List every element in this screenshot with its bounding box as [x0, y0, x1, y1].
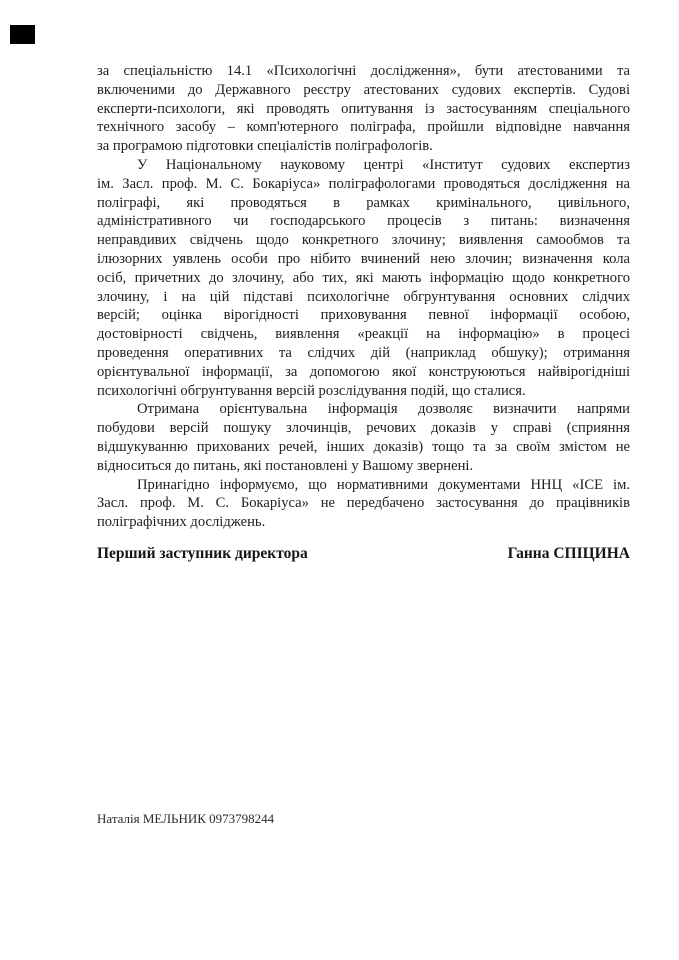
body-text-line: поліграфі, які проводяться в рамках кримінального, цивільного,: [97, 194, 630, 211]
scan-artifact-mark: [10, 25, 35, 44]
body-text-line: експерти-психологи, які проводять опитування із застосуванням спеціального: [97, 100, 630, 117]
body-text-line: достовірності свідчень, виявлення «реакції на інформацію» в процесі: [97, 326, 630, 343]
body-text-line: Отримана орієнтувальна інформація дозволяє визначити напрями: [137, 401, 630, 418]
body-text-line: версій; оцінка вірогідності приховування певної інформації особою,: [97, 307, 630, 324]
signer-position: Перший заступник директора: [97, 545, 308, 562]
body-text-line: технічного засобу – комп'ютерного поліграфа, пройшли відповідне навчання: [97, 119, 630, 136]
executor-contact: Наталія МЕЛЬНИК 0973798244: [97, 811, 275, 826]
body-text-line: побудови версій пошуку злочинців, речових доказів у справі (сприяння: [97, 420, 630, 437]
body-text-line: ілюзорних уявлень особи про нібито вчинений нею злочин; визначення кола: [97, 250, 630, 267]
body-text-line: неправдивих свідчень щодо конкретного злочину; виявлення самообмов та: [97, 232, 630, 249]
signer-name: Ганна СПІЦИНА: [507, 545, 630, 562]
body-text-line: за спеціальністю 14.1 «Психологічні дослідження», бути атестованими та: [97, 63, 630, 79]
body-text-line: відшукуванню прихованих речей, інших доказів) тощо та за своїм змістом не: [97, 438, 630, 455]
body-text-line: відноситься до питань, які постановлені у Вашому звернені.: [97, 457, 474, 474]
body-text-line: ім. Засл. проф. М. С. Бокаріуса» поліграфологами проводяться дослідження на: [97, 175, 630, 192]
letter-body: [97, 62, 630, 532]
signature-block: [97, 545, 630, 563]
body-text-line: включеними до Державного реєстру атестованих судових експертів. Судові: [97, 81, 630, 98]
body-text-line: У Національному науковому центрі «Інститут судових експертиз: [137, 156, 630, 173]
body-text-line: психологічні обгрунтування версій розслідування подій, що сталися.: [97, 382, 526, 399]
body-text-line: Принагідно інформуємо, що нормативними документами ННЦ «ІСЕ ім.: [137, 476, 630, 493]
body-text-line: осіб, причетних до злочину, або тих, які мають інформацію щодо конкретного: [97, 269, 630, 286]
body-text-line: злочину, і на цій підставі психологічне обгрунтування основних слідчих: [97, 288, 630, 305]
body-text-line: проведення оперативних та слідчих дій (наприклад обшуку); отримання: [97, 344, 630, 361]
body-text-line: за програмою підготовки спеціалістів поліграфологів.: [97, 138, 433, 155]
body-text-line: орієнтувальної інформації, за допомогою якої конструюються найвірогідніші: [97, 363, 630, 380]
body-text-line: Засл. проф. М. С. Бокаріуса» не передбачено застосування до працівників: [97, 495, 630, 512]
body-text-line: адміністративного чи господарського процесів з питань: визначення: [97, 213, 630, 230]
body-text-line: поліграфічних досліджень.: [97, 514, 266, 531]
